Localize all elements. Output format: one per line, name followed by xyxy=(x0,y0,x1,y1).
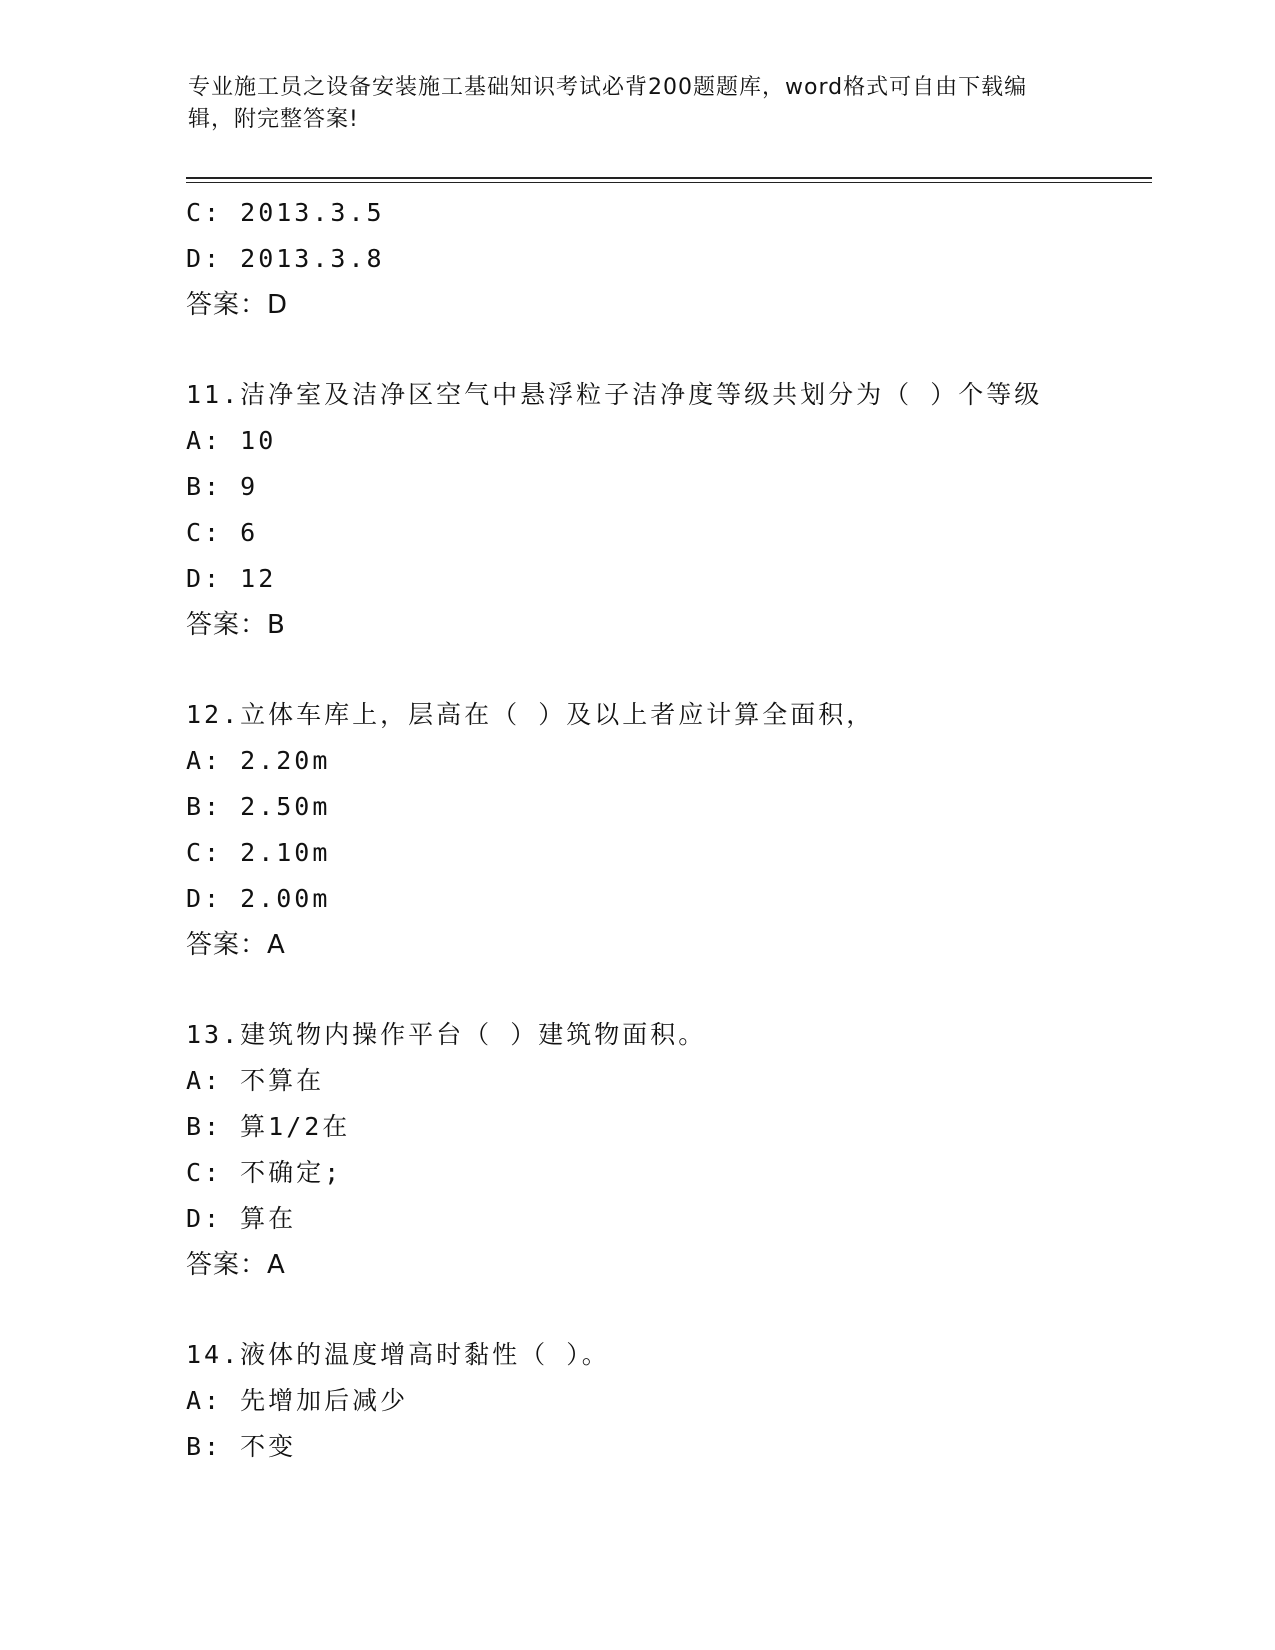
option-c: C: 6 xyxy=(186,518,259,547)
question-block-14 xyxy=(186,1332,1146,1470)
option-a: A: 不算在 xyxy=(186,1066,325,1095)
option-a: A: 先增加后减少 xyxy=(186,1386,409,1415)
question-text: 11.洁净室及洁净区空气中悬浮粒子洁净度等级共划分为（ ）个等级 xyxy=(186,380,1043,409)
option-b: B: 不变 xyxy=(186,1432,297,1461)
answer-line: 答案：B xyxy=(186,610,286,640)
question-text: 12.立体车库上，层高在（ ）及以上者应计算全面积， xyxy=(186,700,875,729)
question-list xyxy=(186,190,1146,1470)
option-b: B: 算1/2在 xyxy=(186,1112,351,1141)
question-block-13 xyxy=(186,1012,1146,1288)
option-c: C: 不确定; xyxy=(186,1158,343,1187)
answer-line: 答案：D xyxy=(186,290,289,320)
question-text: 13.建筑物内操作平台（ ）建筑物面积。 xyxy=(186,1020,707,1049)
option-b: B: 9 xyxy=(186,472,259,501)
header-divider-thin xyxy=(186,182,1152,183)
option-d: D: 算在 xyxy=(186,1204,297,1233)
question-block-12 xyxy=(186,692,1146,968)
question-text: 14.液体的温度增高时黏性（ ）。 xyxy=(186,1340,610,1369)
question-block-11 xyxy=(186,372,1146,648)
spacer xyxy=(186,1288,1146,1332)
option-d: D: 12 xyxy=(186,564,277,593)
option-a: A: 2.20m xyxy=(186,746,331,775)
spacer xyxy=(186,968,1146,1012)
option-d: D: 2013.3.8 xyxy=(186,244,385,273)
answer-line: 答案：A xyxy=(186,1250,286,1280)
option-a: A: 10 xyxy=(186,426,277,455)
document-header xyxy=(188,72,1068,136)
spacer xyxy=(186,328,1146,372)
continued-question-block xyxy=(186,190,1146,328)
header-divider-thick xyxy=(186,177,1152,179)
option-b: B: 2.50m xyxy=(186,792,331,821)
spacer xyxy=(186,648,1146,692)
option-c: C: 2.10m xyxy=(186,838,331,867)
option-d: D: 2.00m xyxy=(186,884,331,913)
document-title: 专业施工员之设备安装施工基础知识考试必背200题题库，word格式可自由下载编辑，附完整答案! xyxy=(188,75,1028,132)
answer-line: 答案：A xyxy=(186,930,286,960)
option-c: C: 2013.3.5 xyxy=(186,198,385,227)
